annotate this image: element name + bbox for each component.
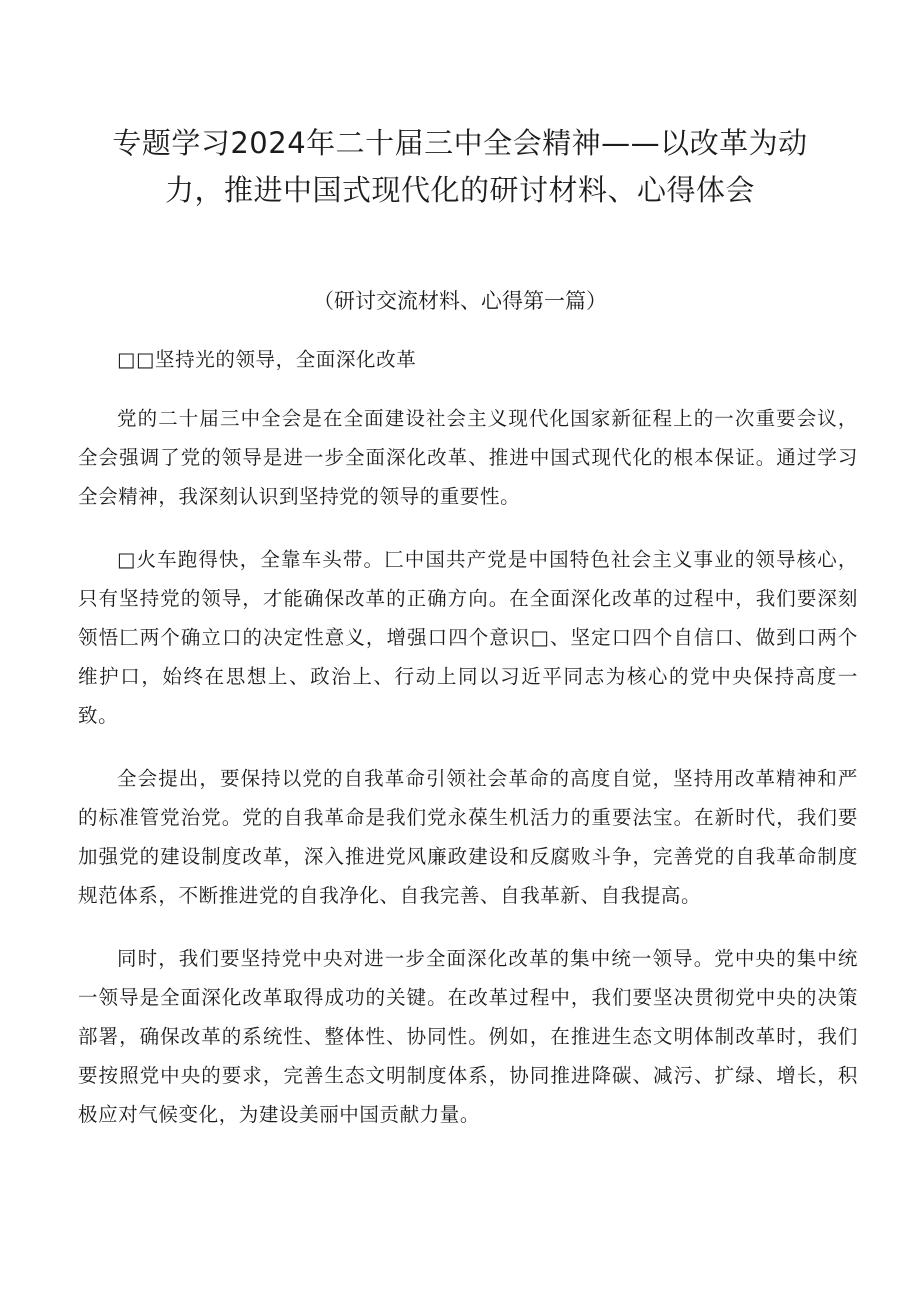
section-heading: □□坚持光的领导，全面深化改革 [117, 348, 417, 371]
paragraph: 全会提出，要保持以党的自我革命引领社会革命的高度自觉，坚持用改革精神和严的标准管党治党。党的自我革命是我们党永葆生机活力的重要法宝。在新时代，我们要加强党的建设制度改革，深入推进党风廉政建设和反腐败斗争，完善党的自我革命制度规范体系，不断推进党的自我净化、自我完善、自我革新、自我提高。 [78, 767, 858, 907]
document-subtitle: （研讨交流材料、心得第一篇） [313, 289, 607, 313]
paragraph: 党的二十届三中全会是在全面建设社会主义现代化国家新征程上的一次重要会议，全会强调了党的领导是进一步全面深化改革、推进中国式现代化的根本保证。通过学习全会精神，我深刻认识到坚持党的领导的重要性。 [78, 407, 858, 508]
paragraph: □火车跑得快，全靠车头带。匚中国共产党是中国特色社会主义事业的领导核心，只有坚持党的领导，才能确保改革的正确方向。在全面深化改革的过程中，我们要深刻领悟匚两个确立口的决定性意义，增强口四个意识□、坚定口四个自信口、做到口两个维护口，始终在思想上、政治上、行动上同以习近平同志为核心的党中央保持高度一致。 [78, 548, 858, 727]
document-body [78, 340, 858, 1158]
document-title: 专题学习2024年二十届三中全会精神——以改革为动力，推进中国式现代化的研讨材料、心得体会 [112, 126, 808, 207]
paragraph: 同时，我们要坚持党中央对进一步全面深化改革的集中统一领导。党中央的集中统一领导是全面深化改革取得成功的关键。在改革过程中，我们要坚决贯彻党中央的决策部署，确保改革的系统性、整体性、协同性。例如，在推进生态文明体制改革时，我们要按照党中央的要求，完善生态文明制度体系，协同推进降碳、减污、扩绿、增长，积极应对气候变化，为建设美丽中国贡献力量。 [78, 947, 858, 1126]
